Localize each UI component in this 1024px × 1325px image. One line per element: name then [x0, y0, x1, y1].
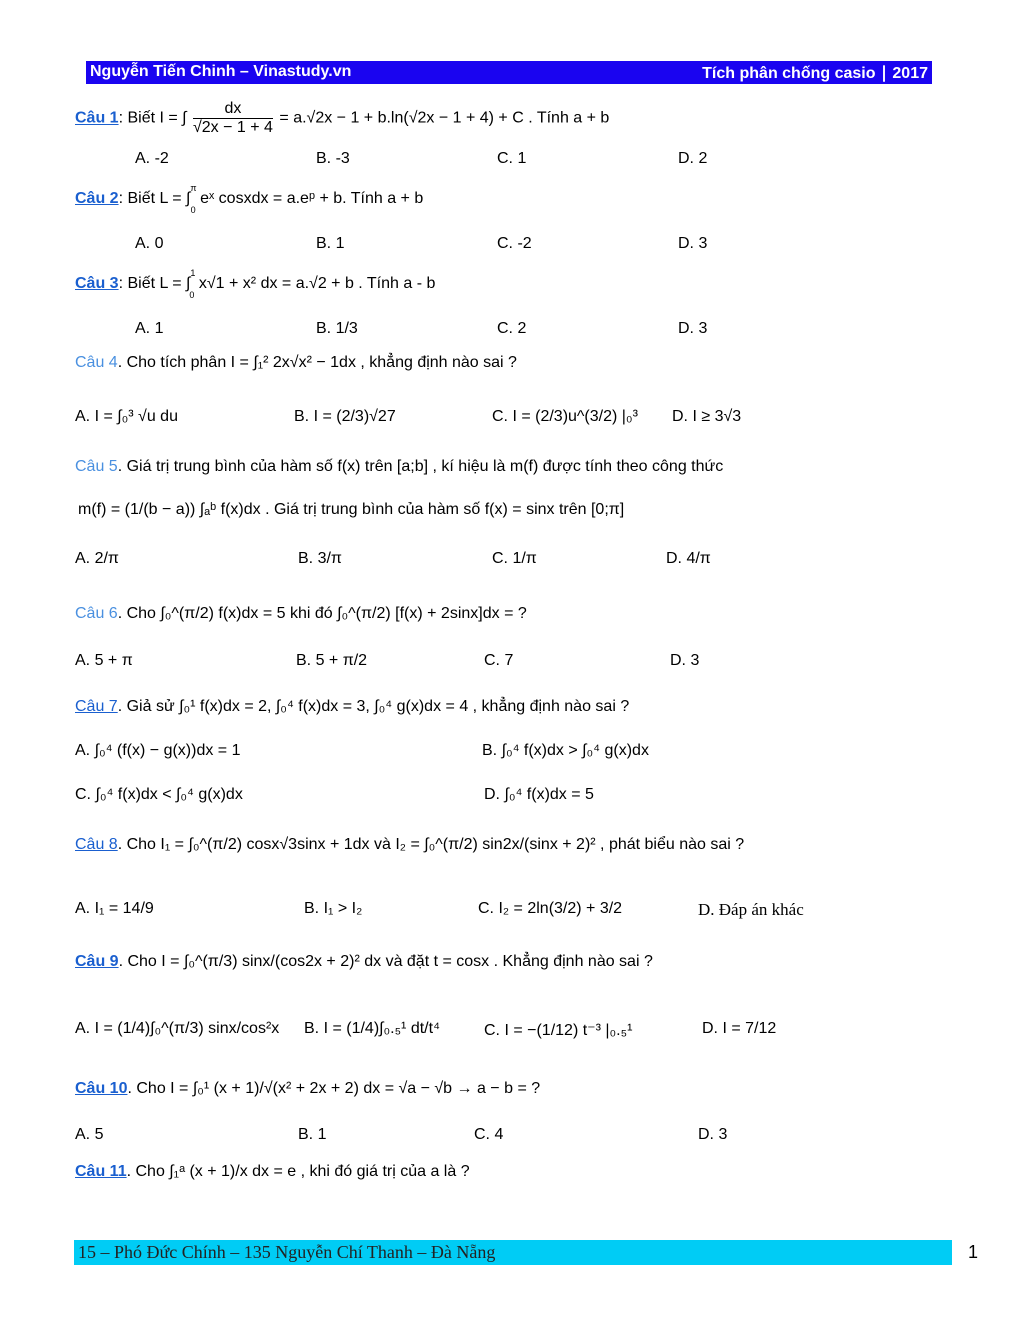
question-label: Câu 9	[75, 953, 119, 970]
option-a: A. I₁ = 14/9	[75, 900, 154, 917]
option-a: A. 0	[135, 235, 164, 252]
option-c: C. I = (2/3)u^(3/2) |₀³	[492, 408, 638, 425]
question-5-line-2: m(f) = (1/(b − a)) ∫ₐᵇ f(x)dx . Giá trị trung bình của hàm số f(x) = sinx trên [0;π]	[78, 501, 625, 518]
option-b: B. ∫₀⁴ f(x)dx > ∫₀⁴ g(x)dx	[482, 742, 649, 759]
question-label: Câu 7	[75, 698, 118, 715]
option-c: C. ∫₀⁴ f(x)dx < ∫₀⁴ g(x)dx	[75, 786, 243, 803]
footer-address: 15 – Phó Đức Chính – 135 Nguyễn Chí Thanh – Đà Nẵng	[78, 1242, 496, 1262]
option-a: A. 2/π	[75, 550, 119, 567]
option-c: C. I₂ = 2ln(3/2) + 3/2	[478, 900, 623, 917]
header-left: Nguyễn Tiến Chinh – Vinastudy.vn	[90, 63, 352, 80]
question-label: Câu 4	[75, 354, 118, 371]
option-a: A. ∫₀⁴ (f(x) − g(x))dx = 1	[75, 742, 241, 759]
option-d: D. I = 7/12	[702, 1020, 777, 1037]
option-a: A. 1	[135, 320, 164, 337]
option-d: D. ∫₀⁴ f(x)dx = 5	[484, 786, 594, 803]
question-2: Câu 2: Biết L = ∫$^\pi_0$ eˣ cosxdx = a.eᵖ + b. Tính a + b	[75, 183, 424, 215]
question-3: Câu 3: Biết L = ∫$^1_0$ x√1 + x² dx = a.√2 + b . Tính a - b	[75, 268, 436, 300]
option-d: D. 3	[698, 1126, 728, 1143]
question-8: Câu 8. Cho I₁ = ∫₀^(π/2) cosx√3sinx + 1dx và I₂ = ∫₀^(π/2) sin2x/(sinx + 2)² , phát biểu nào sai ?	[75, 836, 745, 853]
question-6: Câu 6. Cho ∫₀^(π/2) f(x)dx = 5 khi đó ∫₀^(π/2) [f(x) + 2sinx]dx = ?	[75, 605, 527, 622]
question-label: Câu 6	[75, 605, 118, 622]
fraction: $\frac{dx}{√2x - 1 + 4}$	[193, 100, 273, 136]
option-d: D. 2	[678, 150, 708, 167]
question-4: Câu 4. Cho tích phân I = ∫₁² 2x√x² − 1dx , khẳng định nào sai ?	[75, 354, 517, 371]
option-c: C. 1	[497, 150, 527, 167]
question-10: Câu 10. Cho I = ∫₀¹ (x + 1)/√(x² + 2x + 2) dx = √a − √b → a − b = ?	[75, 1080, 541, 1097]
option-b: B. I₁ > I₂	[304, 900, 363, 917]
option-b: B. 1	[316, 235, 345, 252]
question-label: Câu 2	[75, 190, 119, 207]
option-d: D. 3	[678, 320, 708, 337]
option-b: B. 1/3	[316, 320, 358, 337]
option-c: C. 1/π	[492, 550, 537, 567]
question-5: Câu 5. Giá trị trung bình của hàm số f(x) trên [a;b] , kí hiệu là m(f) được tính theo công thức	[75, 458, 724, 475]
option-d: D. 3	[678, 235, 708, 252]
page-number: 1	[968, 1242, 979, 1262]
option-a: A. 5 + π	[75, 652, 133, 669]
option-a: A. 5	[75, 1126, 104, 1143]
option-d: D. 4/π	[666, 550, 711, 567]
option-b: B. 3/π	[298, 550, 342, 567]
question-label: Câu 1	[75, 109, 119, 127]
page-footer	[74, 1240, 952, 1265]
page-header	[86, 61, 932, 84]
option-d: D. 3	[670, 652, 700, 669]
option-d: D. I ≥ 3√3	[672, 408, 742, 425]
question-1: Câu 1: Biết I = ∫ $\frac{dx}{√2x - 1 + 4}$ = a.√2x − 1 + b.ln(√2x − 1 + 4) + C . Tính a + b	[75, 100, 610, 136]
question-label: Câu 11	[75, 1163, 127, 1180]
question-label: Câu 8	[75, 836, 118, 853]
question-11: Câu 11. Cho ∫₁ᵃ (x + 1)/x dx = e , khi đó giá trị của a là ?	[75, 1163, 470, 1180]
option-a: A. -2	[135, 150, 169, 167]
question-label: Câu 5	[75, 458, 118, 475]
question-label: Câu 10	[75, 1080, 128, 1097]
option-c: C. 7	[484, 652, 514, 669]
option-b: B. 5 + π/2	[296, 652, 368, 669]
option-c: C. 4	[474, 1126, 504, 1143]
option-c: C. I = −(1/12) t⁻³ |₀.₅¹	[484, 1022, 633, 1039]
option-c: C. 2	[497, 320, 527, 337]
option-b: B. 1	[298, 1126, 327, 1143]
option-a: A. I = ∫₀³ √u du	[75, 408, 178, 425]
question-label: Câu 3	[75, 275, 119, 292]
question-7: Câu 7. Giả sử ∫₀¹ f(x)dx = 2, ∫₀⁴ f(x)dx = 3, ∫₀⁴ g(x)dx = 4 , khẳng định nào sai ?	[75, 698, 630, 715]
option-d: D. Đáp án khác	[698, 900, 804, 919]
question-9: Câu 9. Cho I = ∫₀^(π/3) sinx/(cos2x + 2)² dx và đặt t = cosx . Khẳng định nào sai ?	[75, 953, 653, 970]
option-a: A. I = (1/4)∫₀^(π/3) sinx/cos²x	[75, 1020, 280, 1037]
option-b: B. I = (1/4)∫₀.₅¹ dt/t⁴	[304, 1020, 440, 1037]
option-b: B. -3	[316, 150, 350, 167]
header-right: Tích phân chống casio ∣ 2017	[702, 65, 928, 82]
option-b: B. I = (2/3)√27	[294, 408, 396, 425]
option-c: C. -2	[497, 235, 532, 252]
